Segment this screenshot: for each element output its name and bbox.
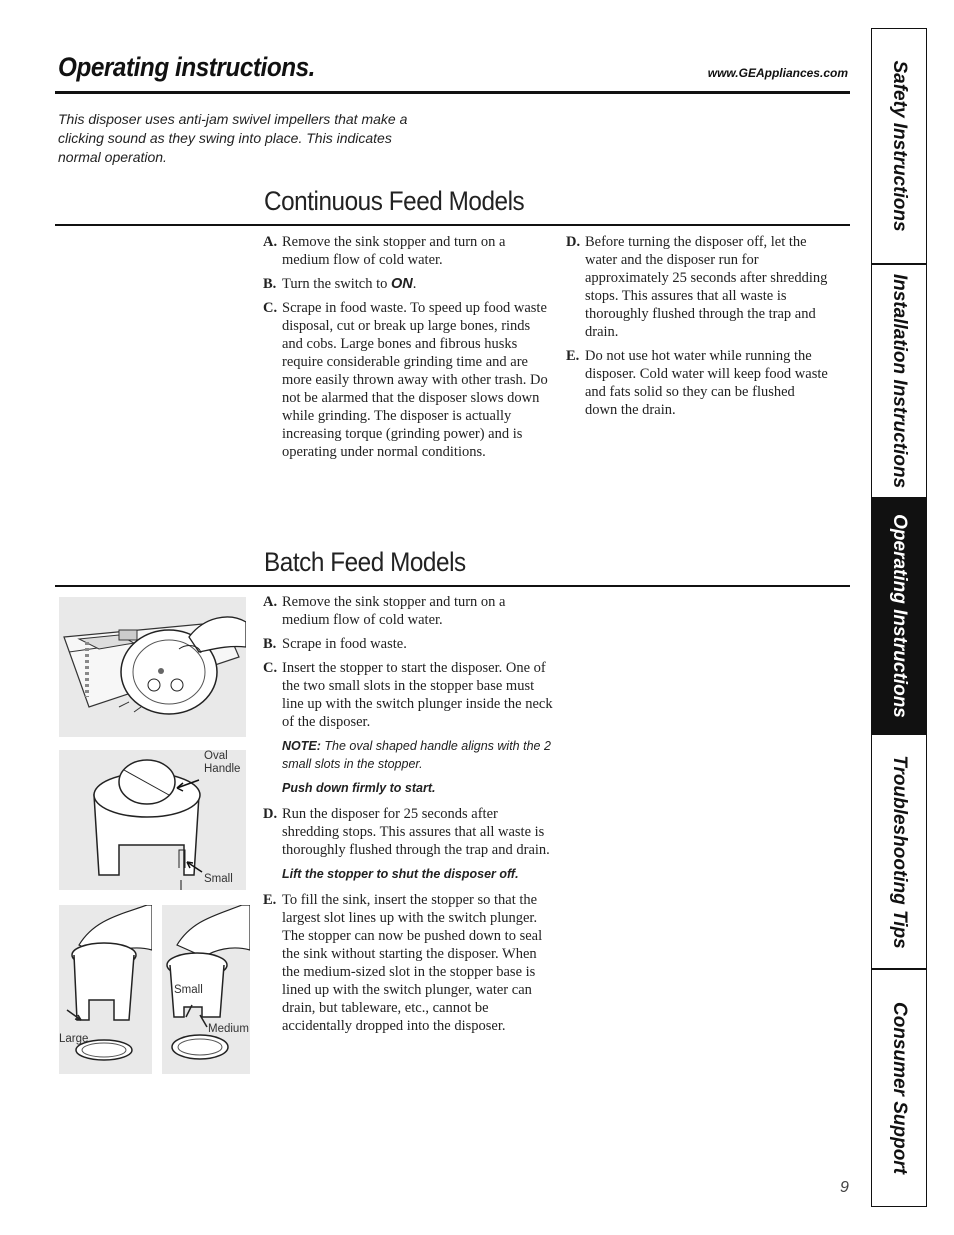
step-text: Remove the sink stopper and turn on a medium flow of cold water.	[282, 234, 506, 268]
on-word: ON	[391, 276, 413, 292]
continuous-step-b	[263, 275, 551, 293]
continuous-step-c	[263, 299, 551, 461]
batch-step-e	[263, 891, 553, 1035]
site-url: www.GEAppliances.com	[707, 66, 848, 80]
tab-safety-instructions[interactable]	[872, 29, 926, 265]
oval-handle-label: Oval Handle	[204, 750, 241, 775]
large-slot-illustration	[59, 905, 152, 1074]
step-letter: B.	[263, 636, 277, 652]
scrape-plate-illustration	[59, 597, 246, 737]
intro-text: This disposer uses anti-jam swivel impellers that make a clicking sound as they swing into place. This indicates normal operation.	[58, 111, 408, 165]
section-tabs	[871, 28, 927, 1207]
step-letter: E.	[263, 892, 277, 908]
title-rule	[55, 91, 850, 94]
step-letter: A.	[263, 234, 278, 250]
step-text: Before turning the disposer off, let the water and the disposer run for approximately 25 seconds after shredding stops. This assures that all waste is thoroughly flushed through the trap and drain.	[585, 234, 828, 340]
step-letter: E.	[566, 348, 580, 364]
push-instruction: Push down firmly to start.	[282, 781, 436, 795]
batch-rule	[55, 585, 850, 587]
tab-label: Installation Instructions	[889, 273, 910, 489]
tab-label: Operating Instructions	[889, 514, 910, 718]
tab-consumer-support[interactable]	[872, 970, 926, 1206]
step-text: Turn the switch to	[282, 276, 392, 292]
page-number: 9	[840, 1179, 849, 1196]
step-letter: C.	[263, 660, 278, 676]
continuous-step-e	[566, 347, 830, 419]
step-letter: C.	[263, 300, 278, 316]
small-slot-label-2: Small	[174, 984, 203, 996]
tab-troubleshooting-tips[interactable]	[872, 735, 926, 970]
small-slot-label: Small	[204, 873, 233, 885]
continuous-step-d	[566, 233, 830, 341]
step-letter: A.	[263, 594, 278, 610]
step-text: Scrape in food waste.	[282, 636, 407, 652]
large-slot-label: Large	[59, 1033, 89, 1045]
batch-note	[263, 737, 553, 773]
medium-slot-illustration	[162, 905, 250, 1074]
batch-heading: Batch Feed Models	[264, 547, 466, 577]
stopper-illustration	[59, 750, 246, 890]
continuous-step-a	[263, 233, 551, 269]
batch-step-c	[263, 659, 553, 731]
step-text-end: .	[412, 276, 417, 292]
tab-operating-instructions[interactable]	[872, 499, 926, 735]
batch-steps	[263, 593, 553, 1041]
step-text: Do not use hot water while running the disposer. Cold water will keep food waste and fats solid so they can be flushed down the drain.	[585, 348, 828, 418]
medium-slot-label: Medium	[208, 1023, 249, 1035]
tab-installation-instructions[interactable]	[872, 265, 926, 499]
lift-instruction: Lift the stopper to shut the disposer off.	[282, 867, 519, 881]
tab-label: Consumer Support	[889, 1001, 910, 1175]
step-text: Run the disposer for 25 seconds after shredding stops. This assures that all waste is thoroughly flushed through the trap and drain.	[282, 806, 550, 858]
step-text: To fill the sink, insert the stopper so that the largest slot lines up with the switch plunger. The stopper can now be pushed down to seal the sink without starting the disposer. When the medium-sized slot in the stopper base is lined up with the switch plunger, water can drain, but tableware, etc., cannot be accidentally dropped into the disposer.	[282, 892, 543, 1034]
continuous-steps-col1	[263, 233, 551, 467]
batch-step-d	[263, 805, 553, 859]
note-label: NOTE:	[282, 739, 321, 753]
batch-step-a	[263, 593, 553, 629]
step-letter: B.	[263, 276, 277, 292]
page-title: Operating instructions.	[58, 52, 315, 82]
tab-label: Troubleshooting Tips	[889, 754, 910, 949]
continuous-rule	[55, 224, 850, 226]
continuous-steps-col2	[566, 233, 830, 425]
step-text: Remove the sink stopper and turn on a medium flow of cold water.	[282, 594, 506, 628]
batch-step-b	[263, 635, 553, 653]
step-text: Scrape in food waste. To speed up food waste disposal, cut or break up large bones, rinds and cobs. Large bones and fibrous husks require considerable grinding time and are more easily thrown away with other trash. Do not be alarmed that the disposer slows down while grinding. The disposer is actually increasing torque (grinding power) and is operating under normal conditions.	[282, 300, 548, 460]
continuous-heading: Continuous Feed Models	[264, 186, 525, 216]
step-letter: D.	[566, 234, 581, 250]
step-text: Insert the stopper to start the disposer. One of the two small slots in the stopper base must line up with the switch plunger inside the neck of the disposer.	[282, 660, 553, 730]
tab-label: Safety Instructions	[889, 60, 910, 232]
step-letter: D.	[263, 806, 278, 822]
note-text: The oval shaped handle aligns with the 2 small slots in the stopper.	[282, 739, 551, 771]
